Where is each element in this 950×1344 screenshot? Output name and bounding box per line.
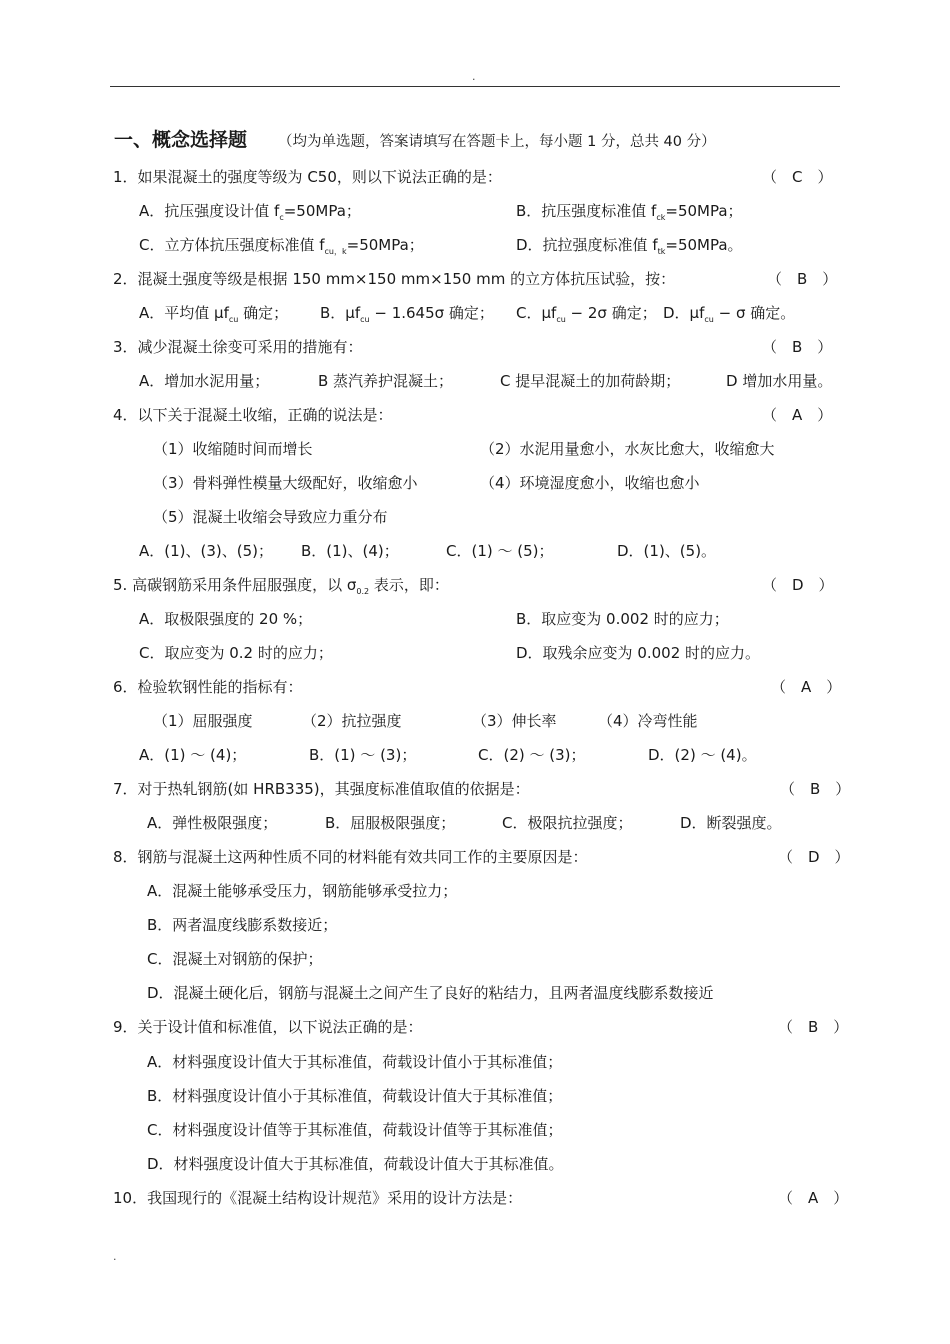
- option-d: D．(1)、(5)。: [617, 542, 717, 560]
- answer-mark: （ B ）: [767, 270, 838, 288]
- option-row: [0, 743, 950, 767]
- option-row: [0, 1118, 950, 1142]
- answer-mark: （ A ）: [771, 678, 842, 696]
- option-b: B．$\mu f_{cu} - 1.645\sigma$ 确定；: [320, 304, 494, 324]
- question-6: [0, 675, 950, 699]
- statement-item: （3）伸长率: [472, 712, 557, 730]
- option-d: D．抗拉强度标准值 $f_{tk}=50MPa$。: [516, 236, 743, 256]
- section-title: 一、概念选择题: [114, 129, 248, 151]
- statement-item: （1）收缩随时间而增长: [153, 440, 313, 458]
- option-row: [0, 947, 950, 971]
- option-d: D．取残余应变为 0.002 时的应力。: [516, 644, 761, 662]
- option-a: A．混凝土能够承受压力，钢筋能够承受拉力；: [147, 882, 458, 900]
- option-d: D．材料强度设计值大于其标准值，荷载设计值大于其标准值。: [147, 1155, 564, 1173]
- option-a: A．弹性极限强度；: [147, 814, 278, 832]
- option-a: A．增加水泥用量；: [139, 372, 270, 390]
- answer-mark: （ B ）: [762, 338, 833, 356]
- question-9: [0, 1015, 950, 1039]
- section-heading: [0, 130, 950, 154]
- option-b: B．抗压强度标准值 $f_{ck}=50MPa$；: [516, 202, 743, 222]
- question-2: [0, 267, 950, 291]
- option-c: C．立方体抗压强度标准值 $f_{cu,k}=50MPa$；: [139, 236, 424, 256]
- statement-row: [0, 471, 950, 495]
- question-stem: 1．如果混凝土的强度等级为 C50，则以下说法正确的是：: [113, 168, 502, 186]
- question-5: [0, 573, 950, 597]
- answer-mark: （ C ）: [762, 168, 833, 186]
- option-a: A．材料强度设计值大于其标准值，荷载设计值小于其标准值；: [147, 1053, 563, 1071]
- statement-item: （5）混凝土收缩会导致应力重分布: [153, 508, 388, 526]
- answer-mark: （ A ）: [762, 406, 833, 424]
- option-row: [0, 1084, 950, 1108]
- option-b: B．(1)、(4)；: [301, 542, 399, 560]
- option-row: [0, 369, 950, 393]
- question-1: [0, 165, 950, 189]
- option-d: D．混凝土硬化后，钢筋与混凝土之间产生了良好的粘结力，且两者温度线膨系数接近: [147, 984, 714, 1002]
- option-d: D．$\mu f_{cu} - \sigma$ 确定。: [663, 304, 796, 324]
- answer-mark: （ D ）: [778, 848, 850, 866]
- statement-row: [0, 709, 950, 733]
- option-d: D．(2) ～ (4)。: [648, 746, 757, 764]
- option-c: C．取应变为 0.2 时的应力；: [139, 644, 333, 662]
- option-c: C 提早混凝土的加荷龄期；: [500, 372, 681, 390]
- option-row: [0, 811, 950, 835]
- option-b: B．屈服极限强度；: [325, 814, 456, 832]
- question-stem: 6．检验软钢性能的指标有：: [113, 678, 303, 696]
- option-b: B．取应变为 0.002 时的应力；: [516, 610, 729, 628]
- option-c: C．(2) ～ (3)；: [478, 746, 586, 764]
- option-b: B．材料强度设计值小于其标准值，荷载设计值大于其标准值；: [147, 1087, 563, 1105]
- statement-item: （4）冷弯性能: [598, 712, 698, 730]
- option-row: [0, 301, 950, 325]
- question-stem: 10．我国现行的《混凝土结构设计规范》采用的设计方法是：: [113, 1189, 523, 1207]
- option-row: [0, 913, 950, 937]
- statement-item: （1）屈服强度: [153, 712, 253, 730]
- question-3: [0, 335, 950, 359]
- question-8: [0, 845, 950, 869]
- option-a: A．(1) ～ (4)；: [139, 746, 247, 764]
- statement-row: [0, 505, 950, 529]
- statement-item: （4）环境湿度愈小，收缩也愈小: [480, 474, 700, 492]
- question-stem: 7．对于热轧钢筋(如 HRB335)，其强度标准值取值的依据是：: [113, 780, 530, 798]
- option-b: B 蒸汽养护混凝土；: [318, 372, 454, 390]
- option-row: [0, 1050, 950, 1074]
- statement-item: （2）水泥用量愈小，水灰比愈大，收缩愈大: [480, 440, 775, 458]
- option-row: [0, 641, 950, 665]
- question-stem: 4．以下关于混凝土收缩，正确的说法是：: [113, 406, 393, 424]
- statement-item: （2）抗拉强度: [302, 712, 402, 730]
- question-stem: 8．钢筋与混凝土这两种性质不同的材料能有效共同工作的主要原因是：: [113, 848, 588, 866]
- option-row: [0, 199, 950, 223]
- option-b: B．两者温度线膨系数接近；: [147, 916, 338, 934]
- option-c: C．混凝土对钢筋的保护；: [147, 950, 323, 968]
- option-row: [0, 607, 950, 631]
- option-row: [0, 1152, 950, 1176]
- option-a: A．(1)、(3)、(5)；: [139, 542, 274, 560]
- section-note: （均为单选题，答案请填写在答题卡上，每小题 1 分，总共 40 分）: [278, 134, 716, 150]
- option-row: [0, 233, 950, 257]
- option-a: A．平均值 $\mu f_{cu}$ 确定；: [139, 304, 289, 324]
- question-4: [0, 403, 950, 427]
- question-stem: 3．减少混凝土徐变可采用的措施有：: [113, 338, 363, 356]
- header-rule: [110, 86, 840, 87]
- question-stem: 2．混凝土强度等级是根据 150 mm×150 mm×150 mm 的立方体抗压试验，按：: [113, 270, 676, 288]
- answer-mark: （ B ）: [778, 1018, 849, 1036]
- option-row: [0, 981, 950, 1005]
- statement-item: （3）骨料弹性模量大级配好，收缩愈小: [153, 474, 418, 492]
- option-c: C．$\mu f_{cu} - 2\sigma$ 确定；: [516, 304, 657, 324]
- option-row: [0, 539, 950, 563]
- option-c: C．材料强度设计值等于其标准值，荷载设计值等于其标准值；: [147, 1121, 563, 1139]
- statement-row: [0, 437, 950, 461]
- footer-dot: .: [113, 1250, 117, 1263]
- answer-mark: （ D ）: [762, 576, 834, 594]
- answer-mark: （ A ）: [778, 1189, 849, 1207]
- option-d: D．断裂强度。: [680, 814, 782, 832]
- question-7: [0, 777, 950, 801]
- option-d: D 增加水用量。: [726, 372, 833, 390]
- header-dot: .: [472, 70, 476, 83]
- option-b: B．(1) ～ (3)；: [309, 746, 417, 764]
- answer-mark: （ B ）: [780, 780, 851, 798]
- question-stem: 9．关于设计值和标准值，以下说法正确的是：: [113, 1018, 423, 1036]
- option-a: A．取极限强度的 20 %；: [139, 610, 313, 628]
- question-10: [0, 1186, 950, 1210]
- option-c: C．极限抗拉强度；: [502, 814, 633, 832]
- option-a: A．抗压强度设计值 $f_c=50MPa$；: [139, 202, 361, 222]
- option-c: C．(1) ～ (5)；: [446, 542, 554, 560]
- option-row: [0, 879, 950, 903]
- question-stem: 5. 高碳钢筋采用条件屈服强度，以 $\sigma_{0.2}$ 表示，即：: [113, 576, 449, 596]
